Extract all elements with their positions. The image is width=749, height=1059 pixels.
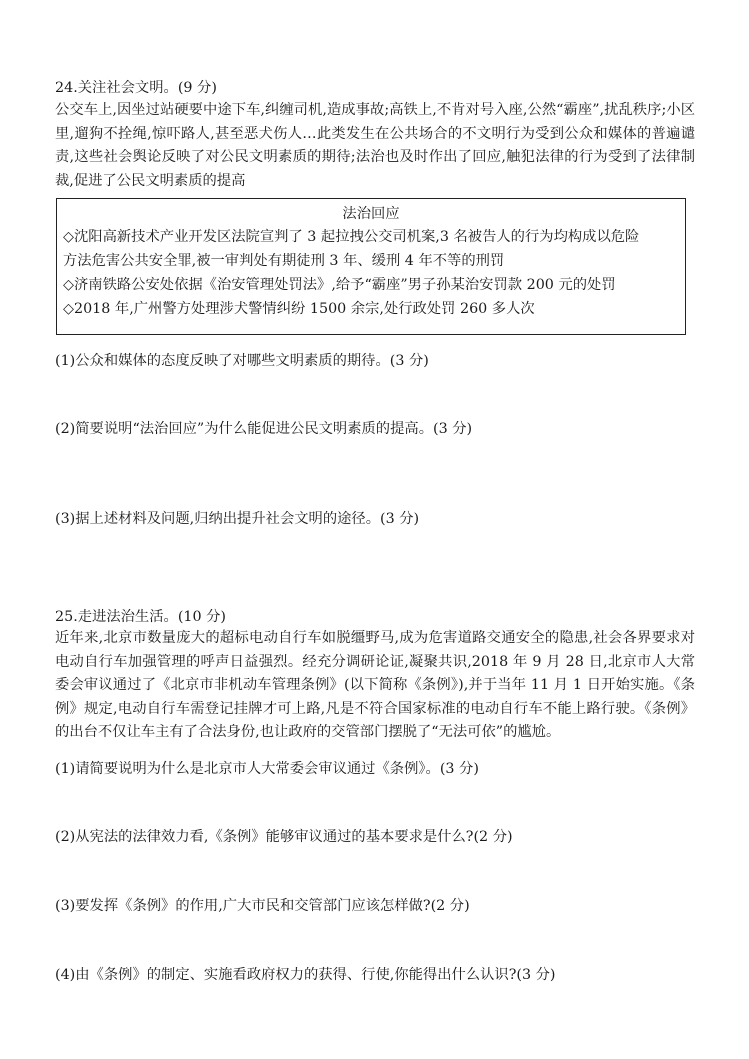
question-24-title: 24.关注社会文明。(9 分) [55,80,217,96]
question-25-sub-3: (3)要发挥《条例》的作用,广大市民和交管部门应该怎样做?(2 分) [55,898,470,914]
question-24-material: 公交车上,因坐过站硬要中途下车,纠缠司机,造成事故;高铁上,不肯对号入座,公然“霸座”,扰乱秩序;小区里,遛狗不拴绳,惊吓路人,甚至恶犬伤人…此类发生在公共场合的不文明行为受到公众和媒体的普遍谴责,这些社会舆论反映了对公民文明素质的期待;法治也及时作出了回应,触犯法律的行为受到了法律制裁,促进了公民文明素质的提高 [55,102,695,189]
question-24-sub-2: (2)简要说明“法治回应”为什么能促进公民文明素质的提高。(3 分) [55,421,473,437]
question-25-sub-1: (1)请简要说明为什么是北京市人大常委会审议通过《条例》。(3 分) [55,761,479,777]
question-25-material: 近年来,北京市数量庞大的超标电动自行车如脱缰野马,成为危害道路交通安全的隐患,社会各界要求对电动自行车加强管理的呼声日益强烈。经充分调研论证,凝聚共识,2018 年 9 月 28 日,北京市人大常委会审议通过了《北京市非机动车管理条例》(以下简称《条例》),并于当年 11 月 1 日开始实施。《条例》规定,电动自行车需登记挂牌才可上路,凡是不符合国家标准的电动自行车不能上路行驶。《条例》的出台不仅让车主有了合法身份,也让政府的交管部门摆脱了“无法可依”的尴尬。 [55,630,695,740]
law-response-line: ◇2018 年,广州警方处理涉犬警情纠纷 1500 余宗,处行政处罚 260 多人次 [63,301,535,317]
law-response-line: ◇济南铁路公安处依据《治安管理处罚法》,给予“霸座”男子孙某治安罚款 200 元的处罚 [63,277,616,293]
law-response-box-title: 法治回应 [342,206,400,222]
question-25-sub-4: (4)由《条例》的制定、实施看政府权力的获得、行使,你能得出什么认识?(3 分) [55,967,556,983]
question-25-sub-2: (2)从宪法的法律效力看,《条例》能够审议通过的基本要求是什么?(2 分) [55,829,513,845]
law-response-box [56,198,686,335]
question-24-sub-1: (1)公众和媒体的态度反映了对哪些文明素质的期待。(3 分) [55,353,429,369]
law-response-line: 方法危害公共安全罪,被一审判处有期徒刑 3 年、缓刑 4 年不等的刑罚 [63,253,505,269]
question-24-sub-3: (3)据上述材料及问题,归纳出提升社会文明的途径。(3 分) [55,511,420,527]
question-25-title: 25.走进法治生活。(10 分) [55,609,227,625]
law-response-line: ◇沈阳高新技术产业开发区法院宣判了 3 起拉拽公交司机案,3 名被告人的行为均构成以危险 [63,229,640,245]
